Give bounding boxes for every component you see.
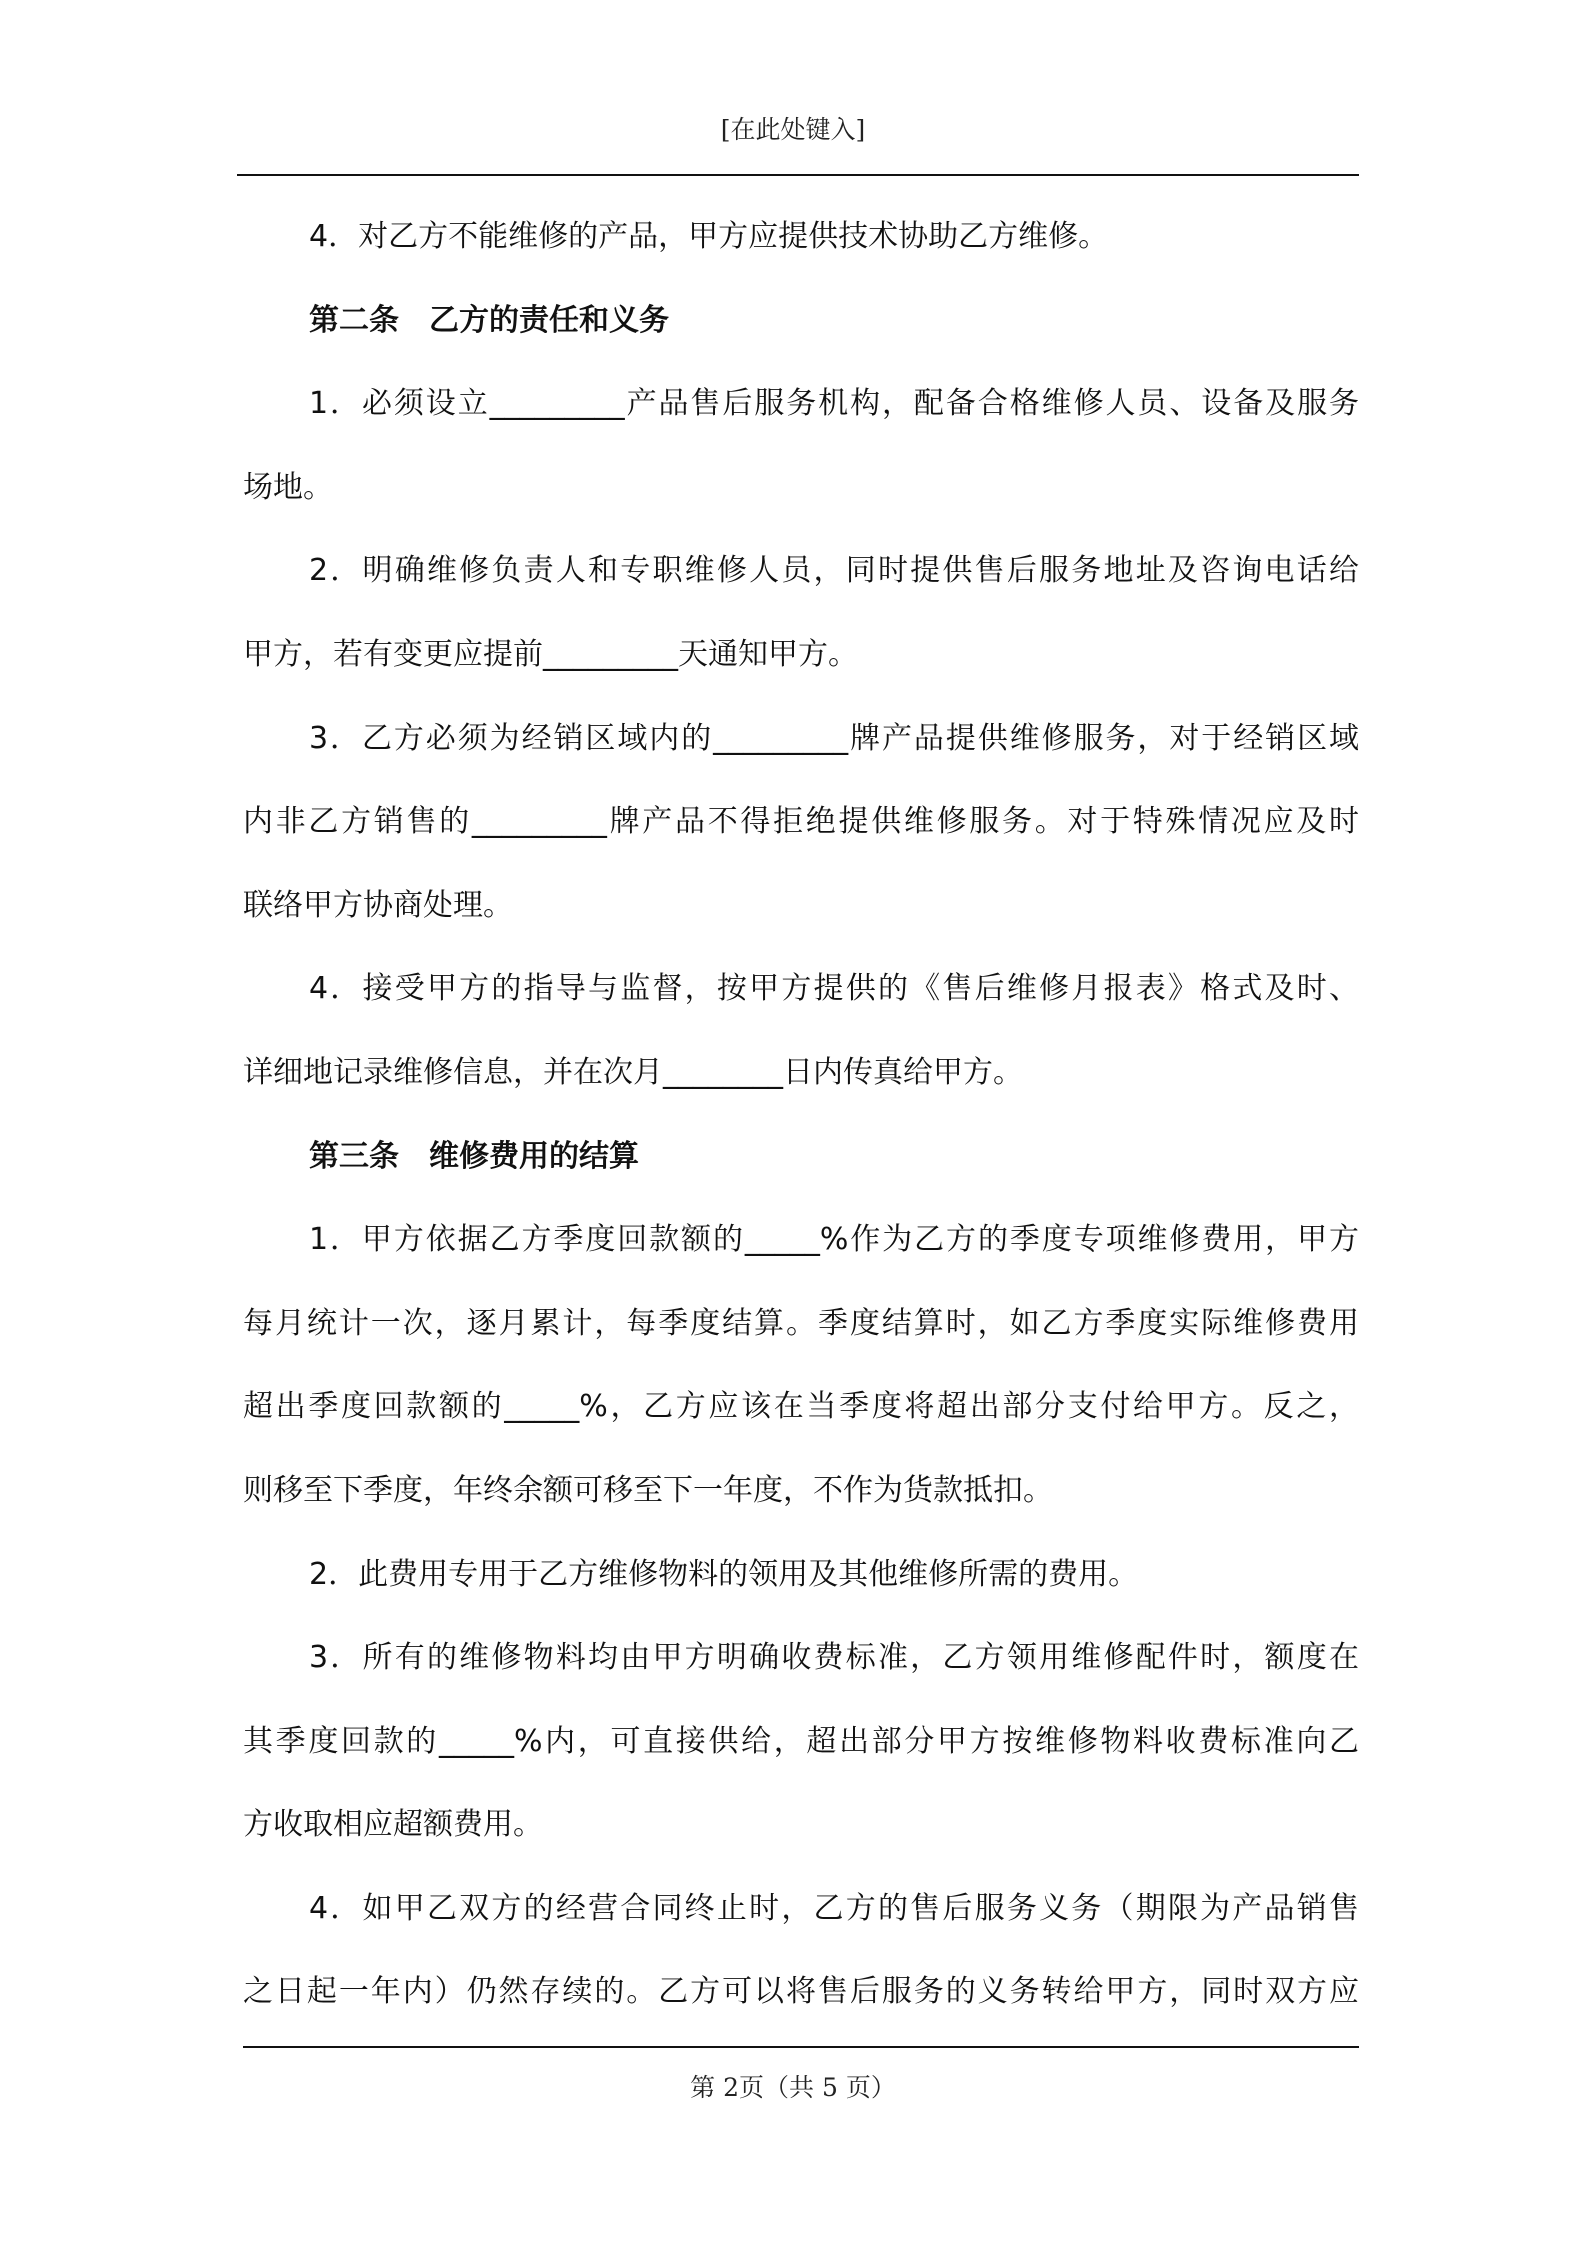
paragraph-line: 4．对乙方不能维修的产品，甲方应提供技术协助乙方维修。 (309, 219, 1109, 254)
paragraph-line: 方收取相应超额费用。 (243, 1807, 543, 1843)
paragraph-line: 4．接受甲方的指导与监督，按甲方提供的《售后维修月报表》格式及时、 (309, 971, 1359, 1007)
article-title: 乙方的责任和义务 (429, 302, 669, 338)
paragraph-line: 其季度回款的_____%内，可直接供给，超出部分甲方按维修物料收费标准向乙 (243, 1723, 1359, 1759)
footer-divider (243, 2046, 1359, 2048)
paragraph-line: 则移至下季度，年终余额可移至下一年度，不作为货款抵扣。 (243, 1472, 1053, 1508)
paragraph-line: 详细地记录维修信息，并在次月________日内传真给甲方。 (243, 1054, 1023, 1090)
section-heading-article-2 (243, 279, 1359, 363)
paragraph-line: 1．甲方依据乙方季度回款额的_____%作为乙方的季度专项维修费用，甲方 (309, 1222, 1359, 1258)
paragraph-line: 3．所有的维修物料均由甲方明确收费标准，乙方领用维修配件时，额度在 (309, 1640, 1359, 1676)
section-heading-article-3 (243, 1115, 1359, 1199)
paragraph-line: 内非乙方销售的_________牌产品不得拒绝提供维修服务。对于特殊情况应及时 (243, 804, 1359, 840)
paragraph-line: 联络甲方协商处理。 (243, 887, 513, 923)
paragraph-line: 2．此费用专用于乙方维修物料的领用及其他维修所需的费用。 (309, 1556, 1139, 1592)
paragraph-line: 4．如甲乙双方的经营合同终止时，乙方的售后服务义务（期限为产品销售 (309, 1890, 1359, 1926)
paragraph-line: 1．必须设立_________产品售后服务机构，配备合格维修人员、设备及服务 (309, 386, 1359, 422)
header-divider (237, 174, 1359, 176)
paragraph-line: 甲方，若有变更应提前_________天通知甲方。 (243, 636, 858, 672)
article-number: 第二条 (309, 302, 399, 338)
article-number: 第三条 (309, 1138, 399, 1174)
article-title: 维修费用的结算 (429, 1138, 639, 1174)
page-number: 第 2页（共 5 页） (690, 2073, 896, 2102)
paragraph-line: 2．明确维修负责人和专职维修人员，同时提供售后服务地址及咨询电话给 (309, 553, 1359, 589)
paragraph-line: 之日起一年内）仍然存续的。乙方可以将售后服务的义务转给甲方，同时双方应 (243, 1974, 1359, 2010)
paragraph-line: 超出季度回款额的_____%，乙方应该在当季度将超出部分支付给甲方。反之， (243, 1389, 1359, 1425)
paragraph-line: 场地。 (243, 469, 333, 505)
paragraph-line: 每月统计一次，逐月累计，每季度结算。季度结算时，如乙方季度实际维修费用 (243, 1305, 1359, 1341)
document-body (243, 195, 1359, 2034)
page-header: [在此处键入] (720, 115, 866, 144)
paragraph-line: 3．乙方必须为经销区域内的_________牌产品提供维修服务，对于经销区域 (309, 720, 1359, 756)
